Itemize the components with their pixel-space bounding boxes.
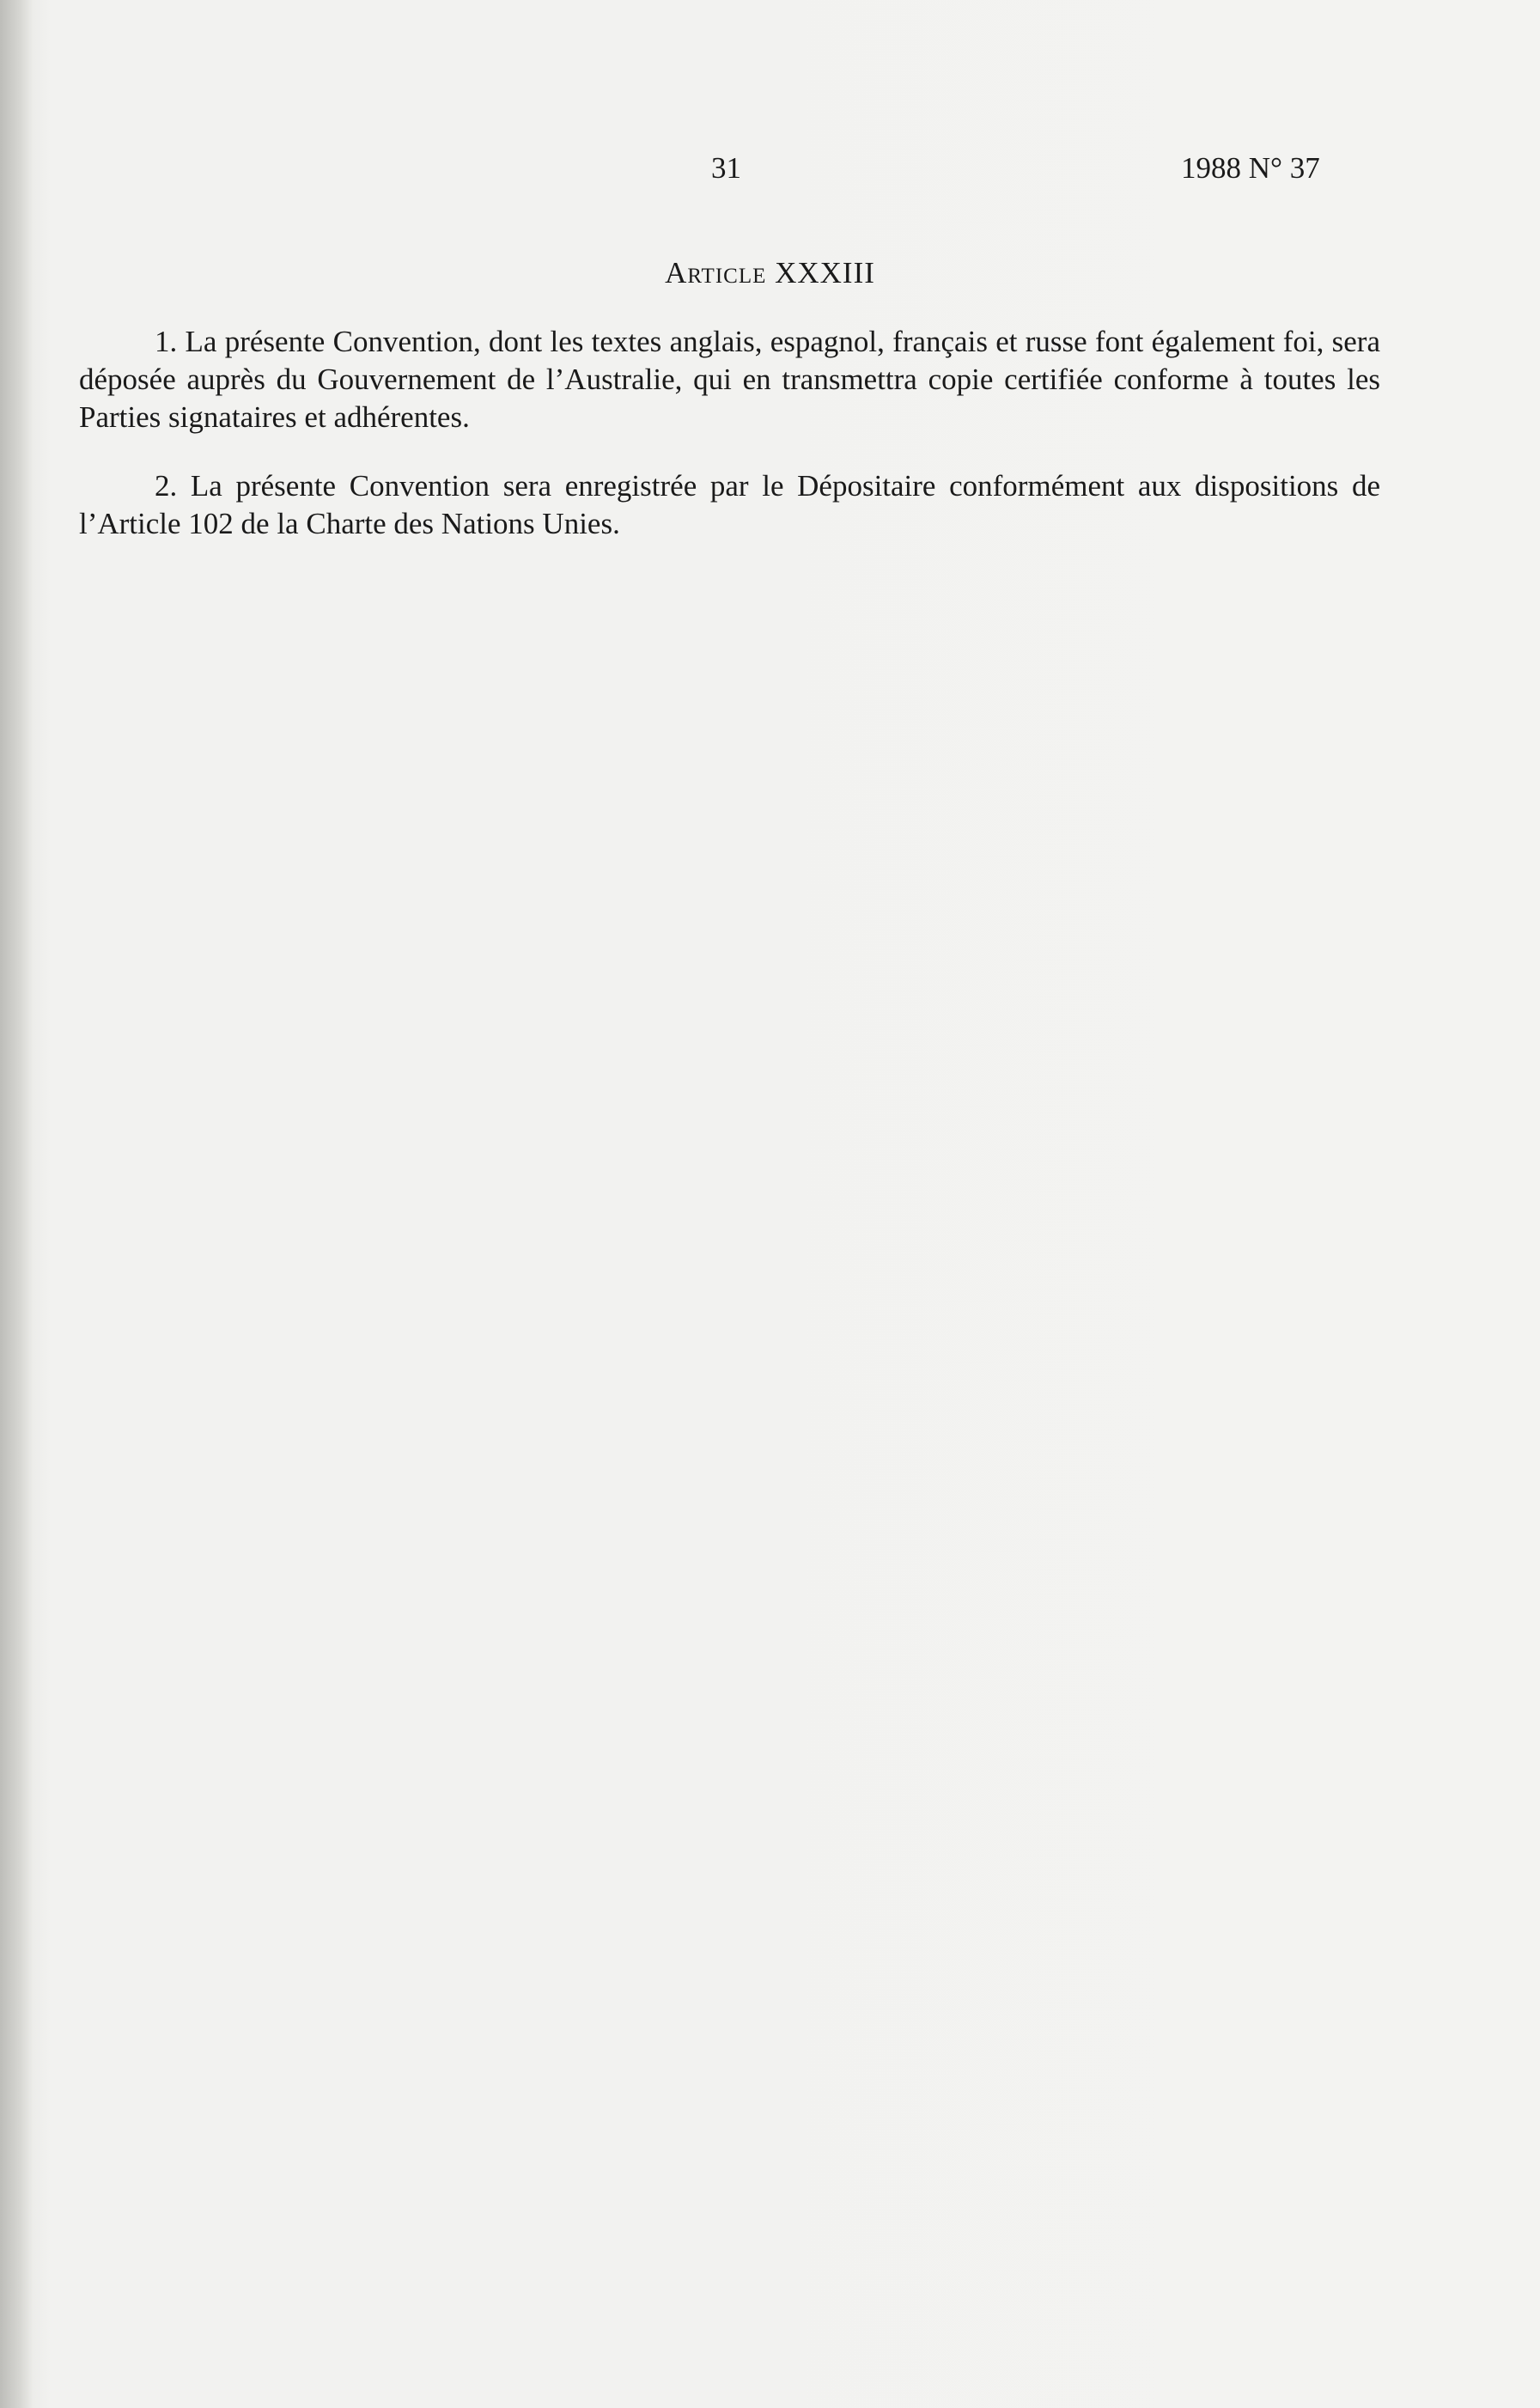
page-number: 31: [711, 151, 741, 185]
paragraph-1: 1. La présente Convention, dont les textes anglais, espagnol, français et russe font également foi, sera déposée auprès du Gouvernement de l’Australie, qui en transmettra copie certifiée conforme à toutes les Parties signataires et adhérentes.: [79, 325, 1380, 434]
page-header: [0, 151, 1540, 194]
paragraph-2: 2. La présente Convention sera enregistrée par le Dépositaire conformément aux dispositions de l’Article 102 de la Charte des Nations Unies.: [79, 469, 1380, 540]
article-heading: [0, 256, 1540, 290]
binding-edge: [0, 0, 33, 2408]
article-title: Article XXXIII: [665, 256, 875, 290]
document-reference: 1988 N° 37: [1181, 151, 1320, 185]
article-body: [79, 323, 1380, 574]
